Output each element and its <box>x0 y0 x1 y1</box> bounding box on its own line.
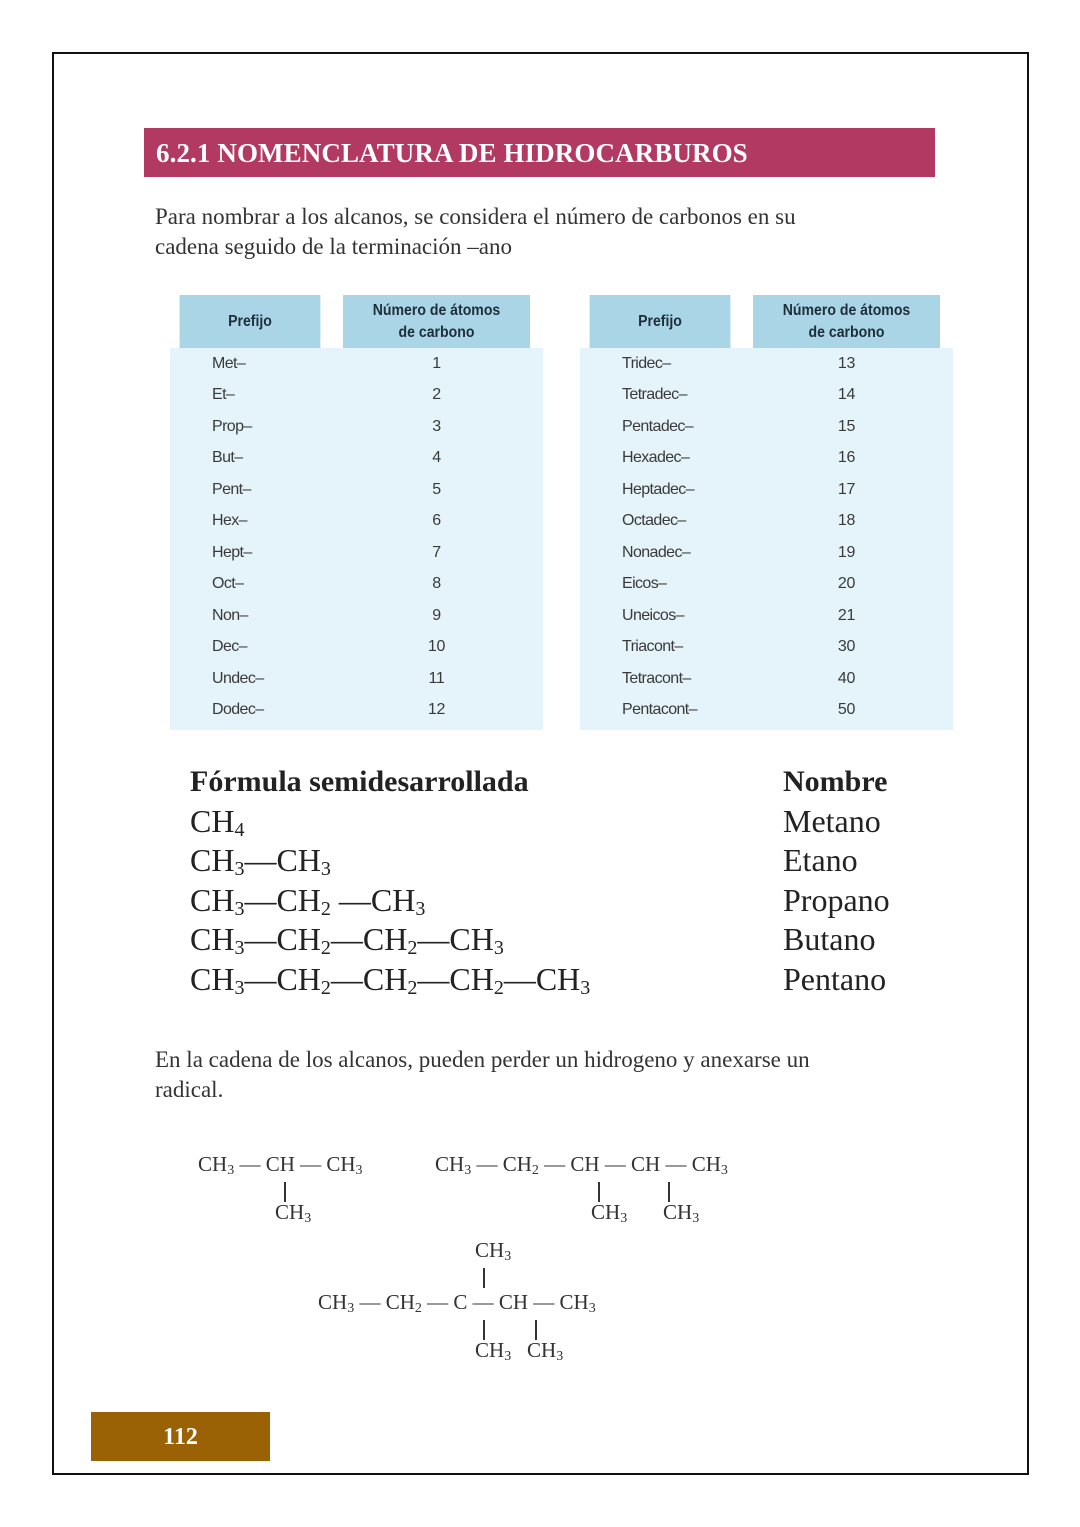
prefix-cell: Undec– <box>212 669 264 687</box>
prefix-cell: Pent– <box>212 480 251 498</box>
carbon-count-cell: 4 <box>432 449 441 467</box>
carbon-count-cell: 10 <box>427 638 446 656</box>
table-row <box>170 537 543 569</box>
table-row <box>170 600 543 632</box>
carbon-count-cell: 40 <box>837 669 856 687</box>
header-line-1: Número de átomos <box>782 301 911 319</box>
prefix-cell: Oct– <box>212 575 244 593</box>
header-line-1: Número de átomos <box>372 301 501 319</box>
prefix-cell: Dec– <box>212 638 247 656</box>
carbon-count-cell: 1 <box>432 354 441 372</box>
carbon-count-cell: 19 <box>837 543 856 561</box>
table-row <box>580 695 953 731</box>
table-row <box>580 506 953 538</box>
header-line-2: de carbono <box>808 323 885 341</box>
carbon-count-cell: 20 <box>837 575 856 593</box>
carbon-count-cell: 7 <box>432 543 441 561</box>
formula-pentane: $CH_3—CH_2—CH_2—CH_2—CH_3$ <box>190 960 591 999</box>
carbon-count-cell: 30 <box>837 638 856 656</box>
table-row <box>580 411 953 443</box>
carbon-count-cell: 9 <box>432 606 441 624</box>
vertical-bond <box>535 1320 537 1340</box>
prefix-cell: Eicos– <box>622 575 667 593</box>
table-row <box>580 569 953 601</box>
formula-ethane: $CH_3—CH_3$ <box>190 842 331 880</box>
formula-row <box>190 841 910 881</box>
table-row <box>170 569 543 601</box>
branch-methyl: $CH_3$ <box>527 1338 564 1364</box>
compound-name: Pentano <box>783 960 887 997</box>
prefix-cell: Hept– <box>212 543 252 561</box>
branch-methyl: $CH_3$ <box>275 1200 312 1226</box>
section-heading: 6.2.1 NOMENCLATURA DE HIDROCARBUROS <box>144 128 935 177</box>
compound-name: Propano <box>783 881 890 918</box>
prefix-cell: Hex– <box>212 512 247 530</box>
carbon-count-cell: 6 <box>432 512 441 530</box>
column-header-prefix: Prefijo <box>180 295 321 348</box>
table-row <box>170 443 543 475</box>
prefix-cell: Hexadec– <box>622 449 690 467</box>
branched-structure-1 <box>198 1152 398 1232</box>
table-row <box>170 411 543 443</box>
table-row <box>170 474 543 506</box>
prefix-cell: Heptadec– <box>622 480 694 498</box>
prefix-cell: Triacont– <box>622 638 683 656</box>
prefix-cell: Pentacont– <box>622 701 697 719</box>
table-row <box>580 443 953 475</box>
compound-name: Butano <box>783 921 876 957</box>
prefix-cell: Pentadec– <box>622 417 694 435</box>
vertical-bond <box>284 1182 286 1202</box>
carbon-count-cell: 3 <box>432 417 441 435</box>
table-row <box>580 380 953 412</box>
carbon-count-cell: 12 <box>427 701 446 719</box>
header-line-2: de carbono <box>398 323 475 341</box>
formula-name-table <box>190 762 910 999</box>
table-row <box>580 632 953 664</box>
carbon-count-cell: 18 <box>837 512 856 530</box>
page-number: 112 <box>91 1412 270 1461</box>
carbon-count-cell: 14 <box>837 386 856 404</box>
formula-methane: $CH_4$ <box>190 802 245 841</box>
branch-methyl-top: $CH_3$ <box>475 1238 512 1264</box>
carbon-count-cell: 17 <box>837 480 856 498</box>
prefix-cell: Nonadec– <box>622 543 691 561</box>
prefix-cell: Tetradec– <box>622 386 687 404</box>
carbon-count-cell: 50 <box>837 701 856 719</box>
column-header-carbon-count <box>343 295 530 348</box>
formula-column-header: Fórmula semidesarrollada <box>190 765 529 798</box>
table-row <box>170 632 543 664</box>
formula-row <box>190 960 910 1000</box>
prefix-cell: Met– <box>212 354 246 372</box>
branched-structure-3 <box>318 1238 658 1368</box>
main-chain: $CH_3$ — $CH_2$ — CH — CH — $CH_3$ <box>435 1152 728 1178</box>
prefix-table-1 <box>170 295 543 730</box>
table-row <box>170 695 543 731</box>
vertical-bond <box>483 1320 485 1340</box>
prefix-cell: Tridec– <box>622 354 671 372</box>
intro-line-2: cadena seguido de la terminación –ano <box>155 234 512 259</box>
table-row <box>580 474 953 506</box>
radical-line-1: En la cadena de los alcanos, pueden perder un hidrogeno y anexarse un <box>155 1047 810 1072</box>
carbon-count-cell: 2 <box>432 386 441 404</box>
table-row <box>170 663 543 695</box>
vertical-bond <box>598 1182 600 1202</box>
formula-header-row <box>190 762 910 802</box>
column-header-prefix: Prefijo <box>590 295 731 348</box>
carbon-count-cell: 16 <box>837 449 856 467</box>
prefix-cell: Prop– <box>212 417 252 435</box>
prefix-cell: Tetracont– <box>622 669 691 687</box>
formula-row <box>190 802 910 842</box>
carbon-count-cell: 21 <box>837 606 856 624</box>
table-row <box>170 506 543 538</box>
carbon-count-cell: 5 <box>432 480 441 498</box>
vertical-bond <box>668 1182 670 1202</box>
prefix-cell: Uneicos– <box>622 606 684 624</box>
formula-row <box>190 881 910 921</box>
carbon-count-cell: 8 <box>432 575 441 593</box>
table-row <box>580 537 953 569</box>
prefix-cell: Dodec– <box>212 701 264 719</box>
prefix-table-2 <box>580 295 953 730</box>
table-row <box>170 348 543 380</box>
vertical-bond <box>483 1268 485 1288</box>
formula-propane: $CH_3—CH_2$ $—CH_3$ <box>190 881 426 920</box>
branched-structure-2 <box>435 1152 795 1232</box>
table-row <box>170 380 543 412</box>
table-row <box>580 348 953 380</box>
formula-row <box>190 920 910 960</box>
carbon-count-cell: 15 <box>837 417 856 435</box>
table-row <box>580 600 953 632</box>
branch-methyl: $CH_3$ <box>475 1338 512 1364</box>
table-row <box>580 663 953 695</box>
prefix-cell: Non– <box>212 606 248 624</box>
intro-line-1: Para nombrar a los alcanos, se considera el número de carbonos en su <box>155 204 796 229</box>
branch-methyl: $CH_3$ <box>591 1200 628 1226</box>
formula-butane: $CH_3—CH_2—CH_2—CH_3$ <box>190 921 504 959</box>
main-chain: $CH_3$ — CH — $CH_3$ <box>198 1152 363 1178</box>
carbon-count-cell: 13 <box>837 354 856 372</box>
compound-name: Etano <box>783 842 858 878</box>
prefix-cell: Et– <box>212 386 235 404</box>
compound-name: Metano <box>783 802 881 839</box>
name-column-header: Nombre <box>783 765 888 798</box>
prefix-cell: But– <box>212 449 243 467</box>
intro-paragraph <box>155 202 915 262</box>
radical-paragraph <box>155 1045 915 1105</box>
prefix-cell: Octadec– <box>622 512 686 530</box>
branch-methyl: $CH_3$ <box>663 1200 700 1226</box>
column-header-carbon-count <box>753 295 940 348</box>
radical-line-2: radical. <box>155 1077 224 1102</box>
main-chain: $CH_3$ — $CH_2$ — C — CH — $CH_3$ <box>318 1290 596 1316</box>
carbon-count-cell: 11 <box>428 669 445 687</box>
